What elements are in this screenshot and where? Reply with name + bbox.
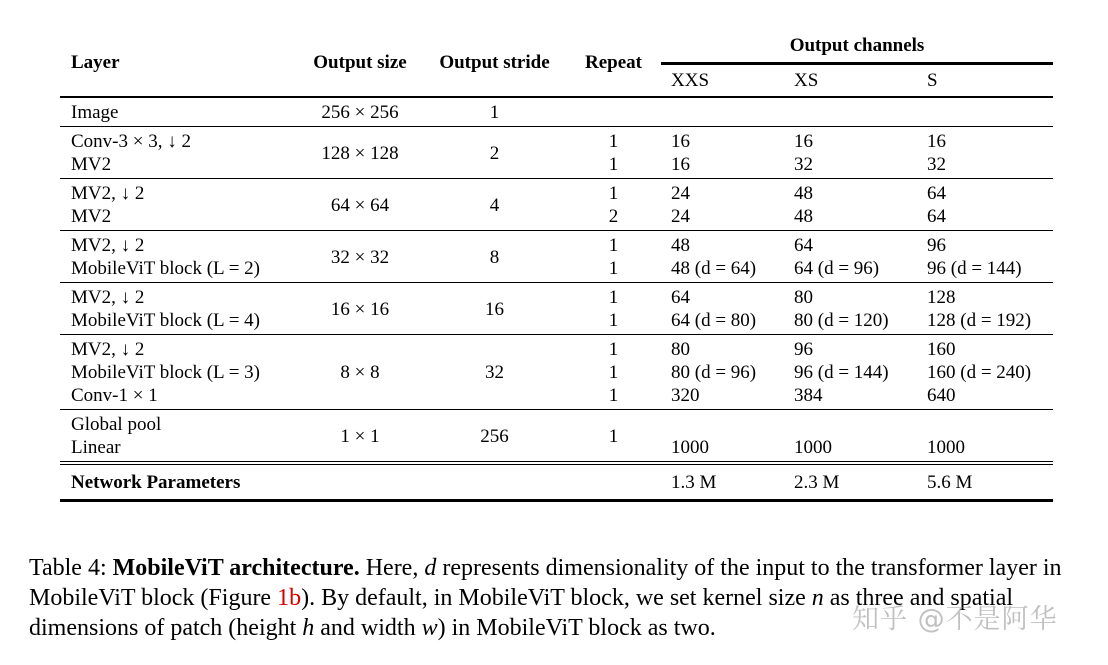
header-xs: XS <box>794 70 819 91</box>
cell-xs-line: 96 <box>794 339 813 360</box>
cell-layer-line: MobileViT block (L = 4) <box>71 310 260 331</box>
cell-s <box>917 410 1053 464</box>
cell-s-line: 96 <box>927 235 946 256</box>
cell-xs-line: 80 <box>794 287 813 308</box>
table-row <box>60 231 1053 283</box>
cell-xs-line: 48 <box>794 206 813 227</box>
cell-output-stride <box>423 410 566 464</box>
table-row <box>60 283 1053 335</box>
cell-output-size <box>297 179 423 231</box>
cell-output-size-value: 256 × 256 <box>321 102 399 123</box>
architecture-table <box>60 28 1053 502</box>
cell-output-stride <box>423 179 566 231</box>
cell-layer <box>60 410 297 464</box>
cell-xs <box>784 335 917 410</box>
cell-s <box>917 179 1053 231</box>
caption-text-3: ). By default, in MobileViT block, we set kernel size <box>301 585 812 611</box>
caption-var-d: d <box>424 555 437 581</box>
header-layer: Layer <box>71 51 120 73</box>
cell-s <box>917 231 1053 283</box>
cell-repeat <box>566 231 661 283</box>
figure-ref-link[interactable]: 1b <box>277 585 302 611</box>
cell-repeat-line: 1 <box>608 385 619 406</box>
header-repeat: Repeat <box>585 51 642 73</box>
cell-repeat <box>566 179 661 231</box>
header-output-stride: Output stride <box>439 51 550 73</box>
cell-s-line <box>927 413 1053 436</box>
footer-empty-repeat <box>566 463 661 501</box>
header-s: S <box>927 70 938 91</box>
cell-output-size-value: 128 × 128 <box>321 142 399 164</box>
cell-s-line: 640 <box>927 385 956 406</box>
cell-layer <box>60 127 297 179</box>
caption-var-n: n <box>811 585 824 611</box>
cell-output-size-value: 64 × 64 <box>330 194 390 216</box>
cell-layer-line: Image <box>71 102 119 123</box>
table-body <box>60 97 1053 463</box>
table-row <box>60 335 1053 410</box>
cell-s-line: 32 <box>927 154 946 175</box>
cell-xxs-line: 80 <box>671 339 690 360</box>
cell-s-line: 128 (d = 192) <box>927 310 1032 331</box>
cell-layer <box>60 97 297 127</box>
cell-repeat-line: 1 <box>608 235 619 256</box>
cell-repeat-line: 1 <box>608 339 619 360</box>
table-row <box>60 97 1053 127</box>
cell-s-line: 16 <box>927 131 946 152</box>
cell-s-line: 160 (d = 240) <box>927 362 1032 383</box>
header-output-size: Output size <box>313 51 407 73</box>
cell-xxs <box>661 410 784 464</box>
cell-repeat <box>566 127 661 179</box>
cell-xxs-line: 16 <box>671 154 690 175</box>
cell-xs <box>784 231 917 283</box>
cell-output-size-value: 1 × 1 <box>340 425 380 447</box>
cell-s <box>917 335 1053 410</box>
cell-layer-line: MV2 <box>71 154 112 175</box>
cell-xxs-line: 24 <box>671 206 690 227</box>
footer-xs: 2.3 M <box>784 463 917 501</box>
cell-output-stride <box>423 231 566 283</box>
cell-s <box>917 127 1053 179</box>
cell-xs-line: 32 <box>794 154 813 175</box>
cell-output-stride-value: 256 <box>480 425 509 447</box>
caption-text-4: as three and spatial dimensions of patch (height <box>29 585 1014 641</box>
cell-layer-line: Linear <box>71 437 121 458</box>
cell-output-size-value: 8 × 8 <box>340 362 380 383</box>
cell-xs-line: 1000 <box>794 437 832 458</box>
cell-xxs <box>661 97 784 127</box>
cell-output-stride-value: 4 <box>489 194 500 216</box>
cell-xxs <box>661 179 784 231</box>
cell-layer-line: MV2, ↓ 2 <box>71 287 145 308</box>
cell-xxs-line: 24 <box>671 183 690 204</box>
cell-s-line: 96 (d = 144) <box>927 258 1022 279</box>
caption-title: MobileViT architecture. <box>112 555 360 581</box>
cell-repeat-line: 1 <box>608 425 619 447</box>
cell-layer-line: Conv-1 × 1 <box>71 385 158 406</box>
cell-xxs-line: 80 (d = 96) <box>671 362 757 383</box>
cell-layer-line: MV2, ↓ 2 <box>71 235 145 256</box>
cell-xs-line: 16 <box>794 131 813 152</box>
cell-xs-line: 48 <box>794 183 813 204</box>
cell-xs-line: 96 (d = 144) <box>794 362 889 383</box>
caption-text-5: and width <box>314 615 422 641</box>
cell-output-stride-value: 32 <box>485 362 504 383</box>
caption-text-6: ) in MobileViT block as two. <box>437 615 716 641</box>
footer-label: Network Parameters <box>60 463 297 501</box>
cell-layer-line: MV2, ↓ 2 <box>71 183 145 204</box>
cell-output-stride <box>423 335 566 410</box>
cell-xs <box>784 179 917 231</box>
cell-s-line: 64 <box>927 206 946 227</box>
cell-xxs <box>661 127 784 179</box>
cell-layer-line: MobileViT block (L = 2) <box>71 258 260 279</box>
table-row <box>60 179 1053 231</box>
cell-layer-line: MV2 <box>71 206 112 227</box>
cell-xxs-line: 64 <box>671 287 690 308</box>
cell-repeat-line: 1 <box>608 362 619 383</box>
caption-var-h: h <box>302 615 315 641</box>
cell-xs-line: 80 (d = 120) <box>794 310 889 331</box>
cell-layer-line: Conv-3 × 3, ↓ 2 <box>71 131 191 152</box>
cell-xs <box>784 127 917 179</box>
cell-output-stride <box>423 97 566 127</box>
cell-repeat-line: 1 <box>608 287 619 308</box>
cell-xxs <box>661 231 784 283</box>
caption-text-2: represents dimensionality of the input to the transformer layer in MobileViT block (Figure <box>29 555 1062 611</box>
header-output-channels: Output channels <box>661 28 1053 64</box>
caption-text-1: Here, <box>359 555 425 581</box>
caption-var-w: w <box>421 615 438 641</box>
cell-xxs <box>661 335 784 410</box>
cell-output-stride <box>423 127 566 179</box>
footer-empty-size <box>297 463 423 501</box>
cell-xs <box>784 410 917 464</box>
footer-s: 5.6 M <box>917 463 1053 501</box>
header-xxs: XXS <box>671 70 710 91</box>
cell-xs-line: 64 (d = 96) <box>794 258 880 279</box>
cell-layer-line: MobileViT block (L = 3) <box>71 362 260 383</box>
cell-repeat <box>566 283 661 335</box>
cell-s-line: 128 <box>927 287 956 308</box>
cell-output-size-value: 16 × 16 <box>330 298 390 320</box>
cell-xs-line <box>794 413 917 436</box>
cell-xxs <box>661 283 784 335</box>
cell-xs-line: 64 <box>794 235 813 256</box>
cell-xxs-line: 48 <box>671 235 690 256</box>
cell-output-stride-value: 2 <box>489 142 500 164</box>
cell-layer-line: Global pool <box>71 414 162 435</box>
cell-xxs-line: 16 <box>671 131 690 152</box>
cell-output-size <box>297 410 423 464</box>
cell-output-size <box>297 335 423 410</box>
cell-repeat-line: 1 <box>608 131 619 152</box>
cell-output-stride-value: 16 <box>485 298 504 320</box>
cell-output-stride <box>423 283 566 335</box>
footer-empty-stride <box>423 463 566 501</box>
cell-output-size <box>297 127 423 179</box>
cell-xxs-line: 1000 <box>671 437 709 458</box>
table-row <box>60 410 1053 464</box>
cell-repeat-line: 1 <box>608 183 619 204</box>
cell-xs <box>784 97 917 127</box>
cell-xxs-line: 64 (d = 80) <box>671 310 757 331</box>
caption-prefix: Table 4: <box>29 555 113 581</box>
cell-output-size-value: 32 × 32 <box>330 246 390 268</box>
cell-xxs-line: 48 (d = 64) <box>671 258 757 279</box>
cell-layer <box>60 231 297 283</box>
cell-repeat <box>566 97 661 127</box>
cell-s-line: 1000 <box>927 437 965 458</box>
cell-layer <box>60 179 297 231</box>
footer-xxs: 1.3 M <box>661 463 784 501</box>
watermark: 知乎 @不是阿华 <box>852 604 1058 635</box>
cell-s-line: 64 <box>927 183 946 204</box>
cell-layer <box>60 283 297 335</box>
cell-repeat-line: 2 <box>608 206 619 227</box>
cell-repeat-line: 1 <box>608 258 619 279</box>
cell-layer-line: MV2, ↓ 2 <box>71 339 145 360</box>
cell-output-size <box>297 231 423 283</box>
cell-xxs-line: 320 <box>671 385 700 406</box>
cell-output-stride-value: 1 <box>489 102 500 123</box>
cell-repeat <box>566 410 661 464</box>
cell-layer <box>60 335 297 410</box>
cell-repeat-line: 1 <box>608 310 619 331</box>
cell-s-line: 160 <box>927 339 956 360</box>
table-row <box>60 127 1053 179</box>
cell-output-stride-value: 8 <box>489 246 500 268</box>
cell-output-size <box>297 283 423 335</box>
cell-repeat-line: 1 <box>608 154 619 175</box>
cell-xs-line: 384 <box>794 385 823 406</box>
cell-xxs-line <box>671 413 784 436</box>
cell-s <box>917 97 1053 127</box>
cell-xs <box>784 283 917 335</box>
cell-repeat <box>566 335 661 410</box>
cell-s <box>917 283 1053 335</box>
cell-output-size <box>297 97 423 127</box>
